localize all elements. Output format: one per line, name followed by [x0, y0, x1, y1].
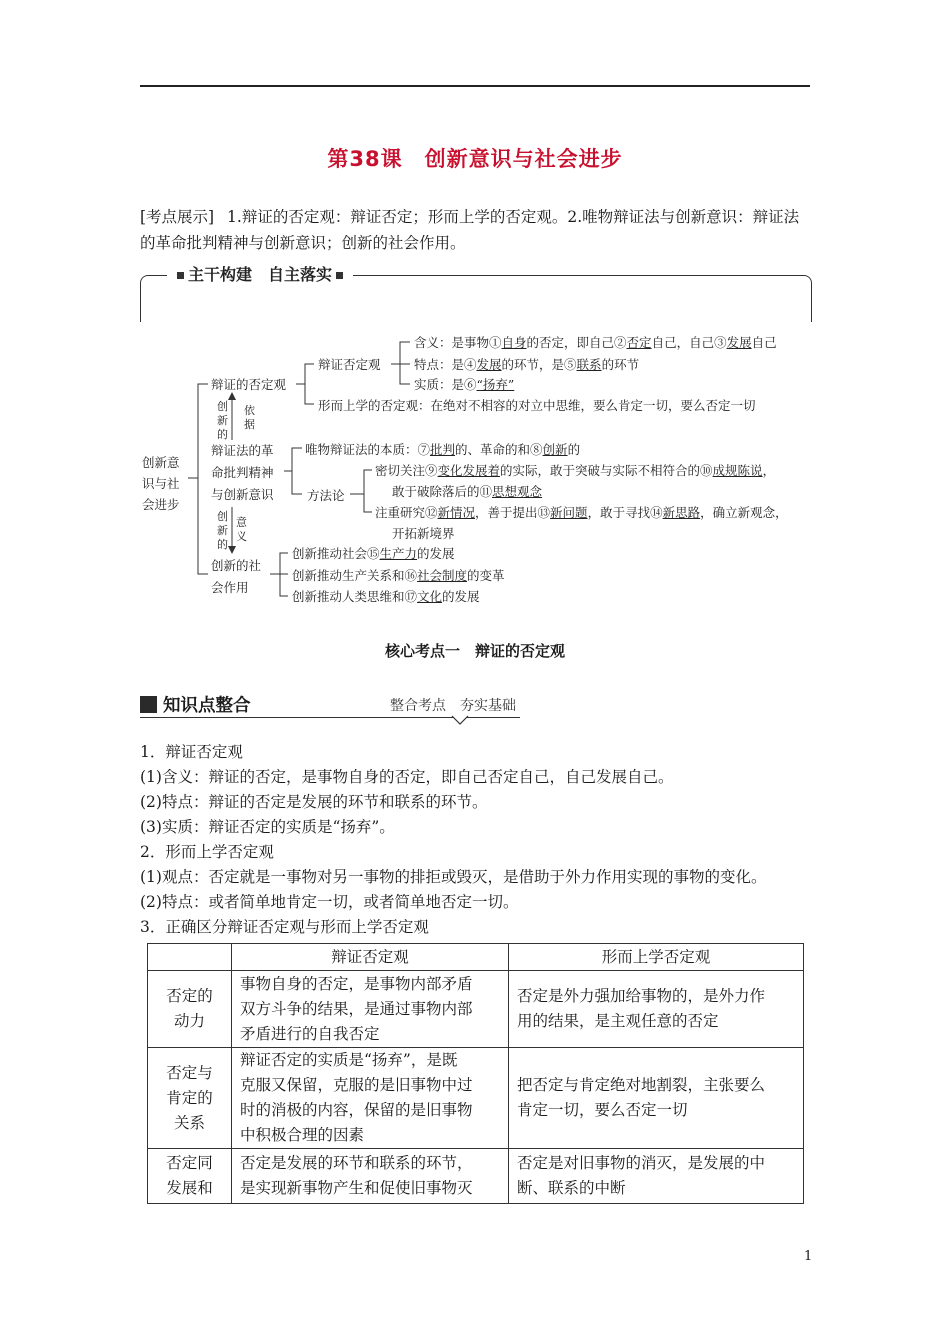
mindmap-link1-right: 依 据 [244, 404, 255, 431]
mindmap-node-c: 创新的社 会作用 [211, 558, 262, 595]
body-line: 2．形而上学否定观 [140, 843, 274, 861]
core-topic-title: 核心考点一 辩证的否定观 [384, 642, 565, 660]
body-line: (2)特点：辩证的否定是发展的环节和联系的环节。 [140, 793, 488, 811]
body-line: 3．正确区分辩证否定观与形而上学否定观 [140, 918, 429, 936]
mindmap-method-3: 注重研究⑫新情况，善于提出⑬新问题，敢于寻找⑭新思路，确立新观念， [375, 505, 788, 520]
mindmap-social-3: 创新推动人类思维和⑰文化的发展 [292, 589, 480, 604]
body-line: (3)实质：辩证否定的实质是“扬弃”。 [140, 818, 395, 836]
mindmap-link2-right: 意 义 [236, 516, 247, 543]
mindmap-link2-left: 创 新 的 [217, 510, 228, 551]
dialectic-cell: 否定是发展的环节和联系的环节， 是实现新事物产生和促使旧事物灭 [232, 1149, 509, 1204]
knowledge-body [140, 740, 820, 940]
mindmap-method: 方法论 [307, 488, 345, 503]
metaphysical-cell: 否定是对旧事物的消灭，是发展的中 断、联系的中断 [509, 1149, 804, 1204]
table-header: 辩证否定观 [232, 944, 509, 971]
table-header: 形而上学否定观 [509, 944, 804, 971]
mindmap-metaphysical: 形而上学的否定观：在绝对不相容的对立中思维，要么肯定一切，要么否定一切 [318, 398, 756, 413]
table-row [148, 1048, 804, 1149]
mindmap-link1-left: 创 新 的 [217, 400, 228, 441]
metaphysical-cell: 否定是外力强加给事物的，是外力作 用的结果，是主观任意的否定 [509, 971, 804, 1048]
row-head: 否定同 发展和 [148, 1149, 232, 1204]
exam-show-label: [考点展示] [140, 208, 215, 226]
body-line: (2)特点：或者简单地肯定一切，或者简单地否定一切。 [140, 893, 519, 911]
mindmap-method-1: 密切关注⑨变化发展着的实际，敢于突破与实际不相符合的⑩成规陈说， [375, 463, 776, 478]
arrow-down-icon [228, 546, 236, 554]
mindmap-root: 创新意 识与社 会进步 [142, 455, 180, 512]
mindmap-node-b: 辩证法的革 命批判精神 与创新意识 [211, 443, 274, 502]
block-icon [140, 696, 157, 713]
mindmap-dialectical-negation: 辩证否定观 [318, 357, 381, 372]
root-bracket [198, 384, 208, 574]
comparison-table [147, 943, 804, 1204]
body-line: 1．辩证否定观 [140, 743, 243, 761]
mindmap-essence: 实质：是⑥“扬弃” [414, 377, 515, 392]
mindmap-social-2: 创新推动生产关系和⑯社会制度的变革 [292, 568, 505, 583]
mindmap-node-a: 辩证的否定观 [211, 377, 287, 392]
body-line: (1)含义：辩证的否定，是事物自身的否定，即自己否定自己，自己发展自己。 [140, 768, 674, 786]
page-number: 1 [804, 1249, 813, 1264]
dialectic-cell: 事物自身的否定，是事物内部矛盾 双方斗争的结果，是通过事物内部 矛盾进行的自我否定 [232, 971, 509, 1048]
row-head: 否定与 肯定的 关系 [148, 1048, 232, 1149]
mindmap-method-2: 敢于破除落后的⑪思想观念 [392, 484, 543, 499]
table-row [148, 1149, 804, 1204]
section-header: 主干构建 自主落实 [167, 262, 353, 285]
table-header [148, 944, 232, 971]
table-row [148, 971, 804, 1048]
mindmap-social-1: 创新推动社会⑮生产力的发展 [292, 546, 455, 561]
mindmap-nature: 唯物辩证法的本质：⑦批判的、革命的和⑧创新的 [305, 442, 581, 457]
mindmap-feature: 特点：是④发展的环节，是⑤联系的环节 [414, 357, 640, 372]
exam-show-text: 1.辩证的否定观：辩证否定；形而上学的否定观。2.唯物辩证法与创新意识：辩证法的革命批判精神与创新意识；创新的社会作用。 [140, 208, 800, 252]
knowledge-subtitle: 整合考点 夯实基础 [390, 698, 516, 714]
metaphysical-cell: 把否定与肯定绝对地割裂，主张要么 肯定一切，要么否定一切 [509, 1048, 804, 1149]
mindmap-method-4: 开拓新境界 [392, 526, 455, 541]
body-line: (1)观点：否定就是一事物对另一事物的排拒或毁灭，是借助于外力作用实现的事物的变化。 [140, 868, 767, 886]
table-header-row [148, 944, 804, 971]
lesson-title: 第38课 创新意识与社会进步 [327, 147, 623, 171]
notch-icon [450, 715, 470, 727]
knowledge-title: 知识点整合 [140, 692, 251, 717]
mindmap-lines [0, 0, 950, 620]
arrow-up-icon [228, 392, 236, 400]
row-head: 否定的 动力 [148, 971, 232, 1048]
mindmap-meaning: 含义：是事物①自身的否定，即自己②否定自己，自己③发展自己 [414, 335, 777, 350]
dialectic-cell: 辩证否定的实质是“扬弃”，是既 克服又保留，克服的是旧事物中过 时的消极的内容，保留的是旧事物 中积极合理的因素 [232, 1048, 509, 1149]
